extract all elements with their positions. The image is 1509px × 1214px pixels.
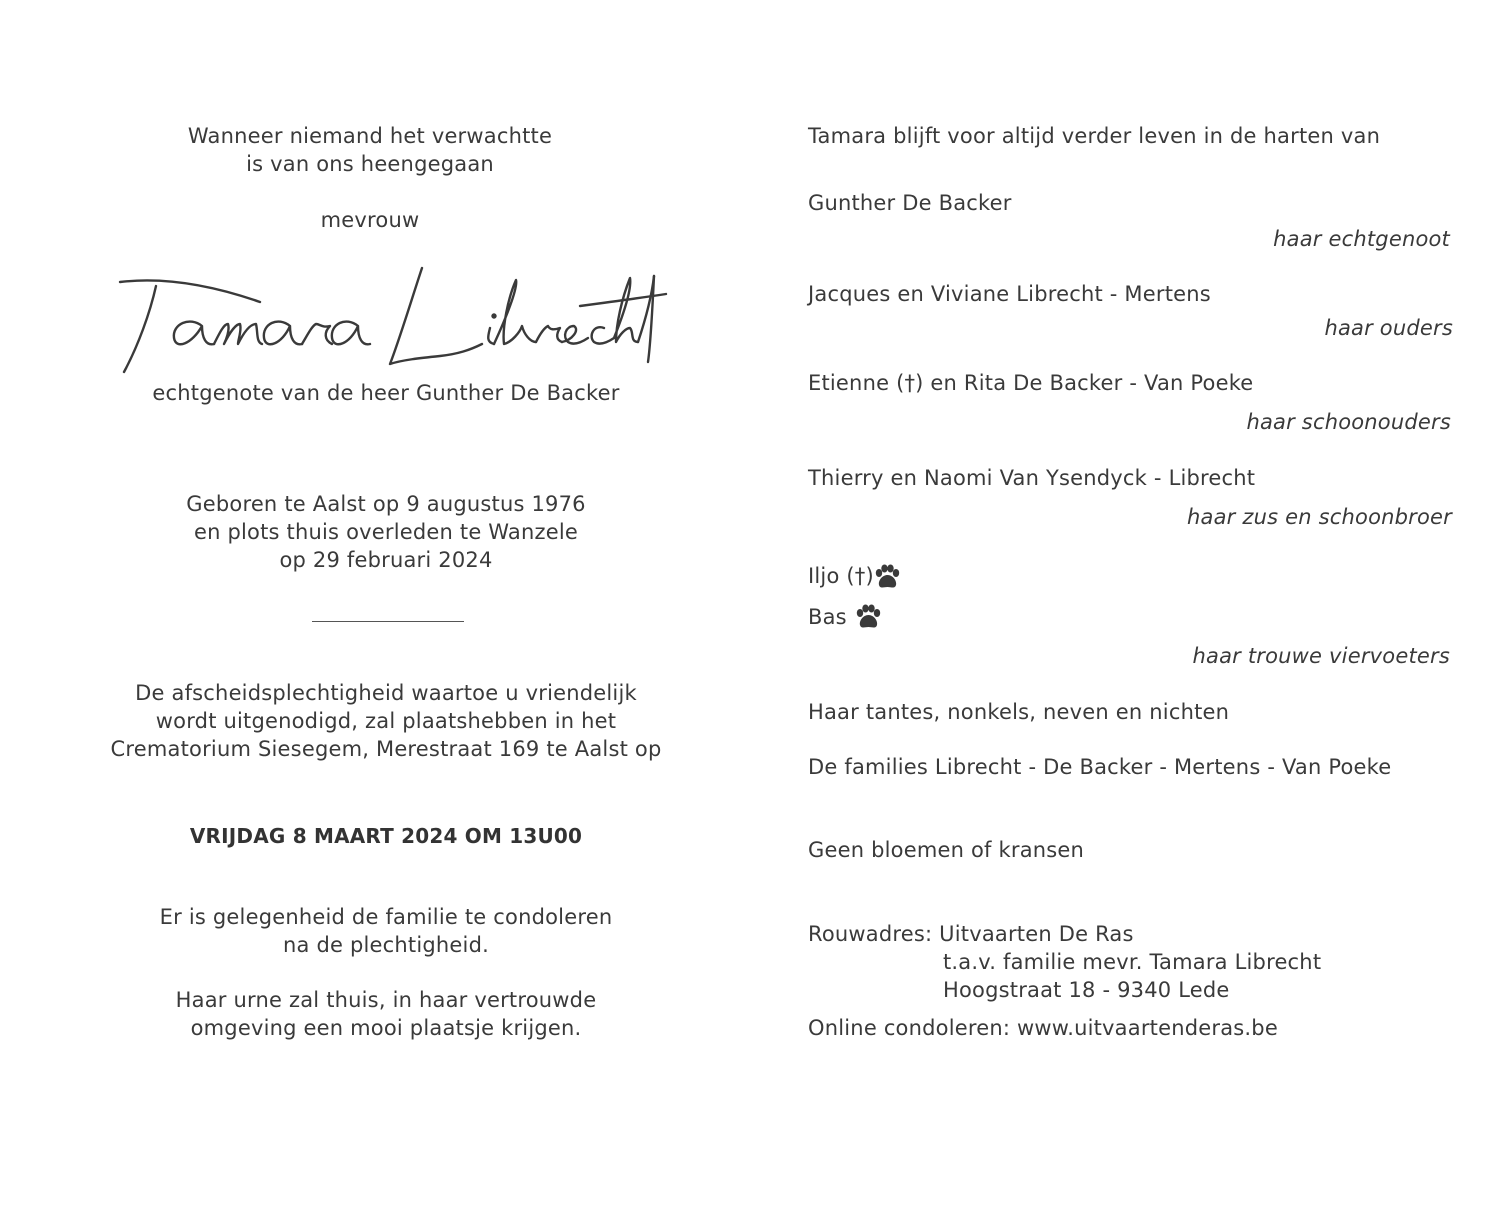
condolence-line-2: na de plechtigheid. — [283, 933, 489, 957]
sister-role: haar zus en schoonbroer — [1187, 505, 1452, 529]
deceased-name-signature — [110, 258, 670, 378]
born-line-3: op 29 februari 2024 — [279, 548, 493, 572]
born-line-1: Geboren te Aalst op 9 augustus 1976 — [186, 492, 586, 516]
address-line-2: t.a.v. familie mevr. Tamara Librecht — [943, 950, 1322, 974]
section-divider — [312, 621, 464, 622]
inlaws-role: haar schoonouders — [1246, 410, 1451, 434]
urn-line-1: Haar urne zal thuis, in haar vertrouwde — [175, 988, 597, 1012]
right-intro: Tamara blijft voor altijd verder leven in de harten van — [808, 124, 1381, 148]
relatives: Haar tantes, nonkels, neven en nichten — [808, 700, 1230, 724]
paw-print-icon — [854, 604, 882, 630]
urn-line-2: omgeving een mooi plaatsje krijgen. — [190, 1016, 582, 1040]
online-condolence-link[interactable]: Online condoleren: www.uitvaartenderas.be — [808, 1016, 1278, 1040]
ceremony-date-time: VRIJDAG 8 MAART 2024 OM 13U00 — [189, 824, 583, 848]
families: De families Librecht - De Backer - Mertens - Van Poeke — [808, 755, 1392, 779]
ceremony-line-2: wordt uitgenodigd, zal plaatshebben in het — [155, 709, 617, 733]
sister-names: Thierry en Naomi Van Ysendyck - Librecht — [808, 466, 1256, 490]
inlaws-names: Etienne (†) en Rita De Backer - Van Poeke — [808, 371, 1254, 395]
condolence-line-1: Er is gelegenheid de familie te condoleren — [159, 905, 613, 929]
spouse-line: echtgenote van de heer Gunther De Backer — [152, 381, 620, 405]
ceremony-line-3: Crematorium Siesegem, Merestraat 169 te Aalst op — [110, 737, 662, 761]
salutation: mevrouw — [320, 208, 420, 232]
parents-role: haar ouders — [1324, 316, 1453, 340]
spouse-name: Gunther De Backer — [808, 191, 1012, 215]
pet-2-name: Bas — [808, 605, 847, 629]
paw-print-icon — [873, 564, 901, 590]
born-line-2: en plots thuis overleden te Wanzele — [193, 520, 579, 544]
address-line-3: Hoogstraat 18 - 9340 Lede — [943, 978, 1230, 1002]
pets-role: haar trouwe viervoeters — [1192, 644, 1450, 668]
ceremony-line-1: De afscheidsplechtigheid waartoe u vriendelijk — [135, 681, 637, 705]
pet-1-name: Iljo (†) — [808, 564, 874, 588]
intro-line-1: Wanneer niemand het verwachtte — [187, 124, 553, 148]
no-flowers: Geen bloemen of kransen — [808, 838, 1085, 862]
parents-names: Jacques en Viviane Librecht - Mertens — [808, 282, 1211, 306]
intro-line-2: is van ons heengegaan — [246, 152, 494, 176]
spouse-role: haar echtgenoot — [1273, 227, 1450, 251]
address-label: Rouwadres: Uitvaarten De Ras — [808, 922, 1134, 946]
